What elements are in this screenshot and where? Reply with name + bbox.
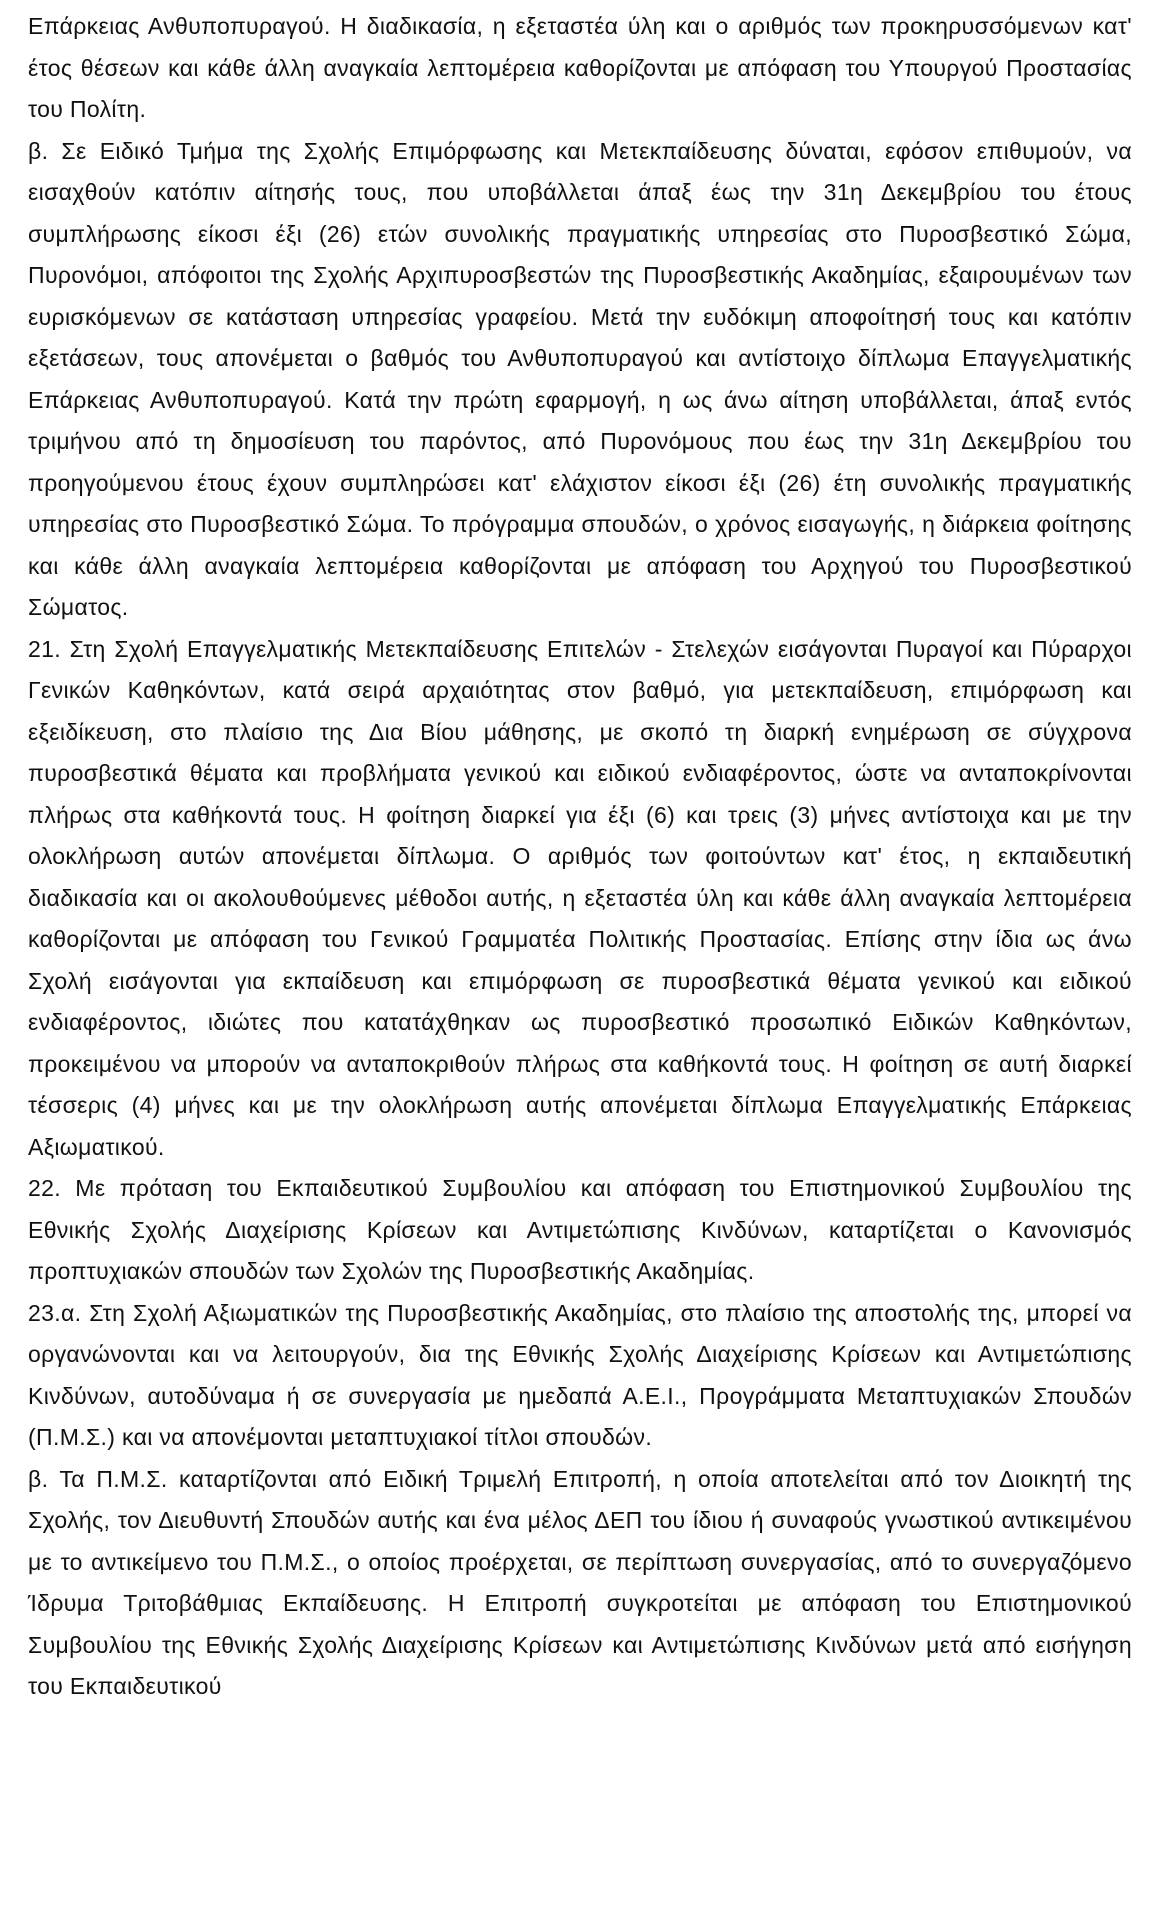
paragraph-21: 21. Στη Σχολή Επαγγελματικής Μετεκπαίδευσης Επιτελών - Στελεχών εισάγονται Πυραγοί και Πύραρχοι Γενικών Καθηκόντων, κατά σειρά αρχαιότητας στον βαθμό, για μετεκπαίδευση, επιμόρφωση και εξειδίκευση, στο πλαίσιο της Δια Βίου μάθησης, με σκοπό τη διαρκή ενημέρωση σε σύγχρονα πυροσβεστικά θέματα και προβλήματα γενικού και ειδικού ενδιαφέροντος, ώστε να ανταποκρίνονται πλήρως στα καθήκοντά τους. Η φοίτηση διαρκεί για έξι (6) και τρεις (3) μήνες αντίστοιχα και με την ολοκλήρωση αυτών απονέμεται δίπλωμα. Ο αριθμός των φοιτούντων κατ' έτος, η εκπαιδευτική διαδικασία και οι ακολουθούμενες μέθοδοι αυτής, η εξεταστέα ύλη και κάθε άλλη αναγκαία λεπτομέρεια καθορίζονται με απόφαση του Γενικού Γραμματέα Πολιτικής Προστασίας. Επίσης στην ίδια ως άνω Σχολή εισάγονται για εκπαίδευση και επιμόρφωση σε πυροσβεστικά θέματα γενικού και ειδικού ενδιαφέροντος, ιδιώτες που κατατάχθηκαν ως πυροσβεστικό προσωπικό Ειδικών Καθηκόντων, προκειμένου να μπορούν να ανταποκριθούν πλήρως στα καθήκοντά τους. Η φοίτηση σε αυτή διαρκεί τέσσερις (4) μήνες και με την ολοκλήρωση αυτής απονέμεται δίπλωμα Επαγγελματικής Επάρκειας Αξιωματικού. — [28, 635, 1132, 1160]
paragraph-23-beta: β. Τα Π.Μ.Σ. καταρτίζονται από Ειδική Τριμελή Επιτροπή, η οποία αποτελείται από τον Διοικητή της Σχολής, τον Διευθυντή Σπουδών αυτής και ένα μέλος ΔΕΠ του ίδιου ή συναφούς γνωστικού αντικειμένου με το αντικείμενο του Π.Μ.Σ., ο οποίος προέρχεται, σε περίπτωση συνεργασίας, από το συνεργαζόμενο Ίδρυμα Τριτοβάθμιας Εκπαίδευσης. Η Επιτροπή συγκροτείται με απόφαση του Επιστημονικού Συμβουλίου της Εθνικής Σχολής Διαχείρισης Κρίσεων και Αντιμετώπισης Κινδύνων μετά από εισήγηση του Εκπαιδευτικού — [28, 1465, 1132, 1699]
paragraph-continuation: Επάρκειας Ανθυποπυραγού. Η διαδικασία, η εξεταστέα ύλη και ο αριθμός των προκηρυσσόμενων κατ' έτος θέσεων και κάθε άλλη αναγκαία λεπτομέρεια καθορίζονται με απόφαση του Υπουργού Προστασίας του Πολίτη. — [28, 13, 1132, 122]
paragraph-20-beta: β. Σε Ειδικό Τμήμα της Σχολής Επιμόρφωσης και Μετεκπαίδευσης δύναται, εφόσον επιθυμούν, να εισαχθούν κατόπιν αίτησής τους, που υποβάλλεται άπαξ έως την 31η Δεκεμβρίου του έτους συμπλήρωσης είκοσι έξι (26) ετών συνολικής πραγματικής υπηρεσίας στο Πυροσβεστικό Σώμα, Πυρονόμοι, απόφοιτοι της Σχολής Αρχιπυροσβεστών της Πυροσβεστικής Ακαδημίας, εξαιρουμένων των ευρισκόμενων σε κατάσταση υπηρεσίας γραφείου. Μετά την ευδόκιμη αποφοίτησή τους και κατόπιν εξετάσεων, τους απονέμεται ο βαθμός του Ανθυποπυραγού και αντίστοιχο δίπλωμα Επαγγελματικής Επάρκειας Ανθυποπυραγού. Κατά την πρώτη εφαρμογή, η ως άνω αίτηση υποβάλλεται, άπαξ εντός τριμήνου από τη δημοσίευση του παρόντος, από Πυρονόμους που έως την 31η Δεκεμβρίου του προηγούμενου έτους έχουν συμπληρώσει κατ' ελάχιστον είκοσι έξι (26) έτη συνολικής πραγματικής υπηρεσίας στο Πυροσβεστικό Σώμα. Το πρόγραμμα σπουδών, ο χρόνος εισαγωγής, η διάρκεια φοίτησης και κάθε άλλη αναγκαία λεπτομέρεια καθορίζονται με απόφαση του Αρχηγού του Πυροσβεστικού Σώματος. — [28, 137, 1132, 620]
paragraph-23-alpha: 23.α. Στη Σχολή Αξιωματικών της Πυροσβεστικής Ακαδημίας, στο πλαίσιο της αποστολής της, μπορεί να οργανώνονται και να λειτουργούν, δια της Εθνικής Σχολής Διαχείρισης Κρίσεων και Αντιμετώπισης Κινδύνων, αυτοδύναμα ή σε συνεργασία με ημεδαπά Α.Ε.Ι., Προγράμματα Μεταπτυχιακών Σπουδών (Π.Μ.Σ.) και να απονέμονται μεταπτυχιακοί τίτλοι σπουδών. — [28, 1299, 1132, 1450]
document-body — [28, 6, 1132, 1708]
paragraph-22: 22. Με πρόταση του Εκπαιδευτικού Συμβουλίου και απόφαση του Επιστημονικού Συμβουλίου της Εθνικής Σχολής Διαχείρισης Κρίσεων και Αντιμετώπισης Κινδύνων, καταρτίζεται ο Κανονισμός προπτυχιακών σπουδών των Σχολών της Πυροσβεστικής Ακαδημίας. — [28, 1175, 1132, 1284]
